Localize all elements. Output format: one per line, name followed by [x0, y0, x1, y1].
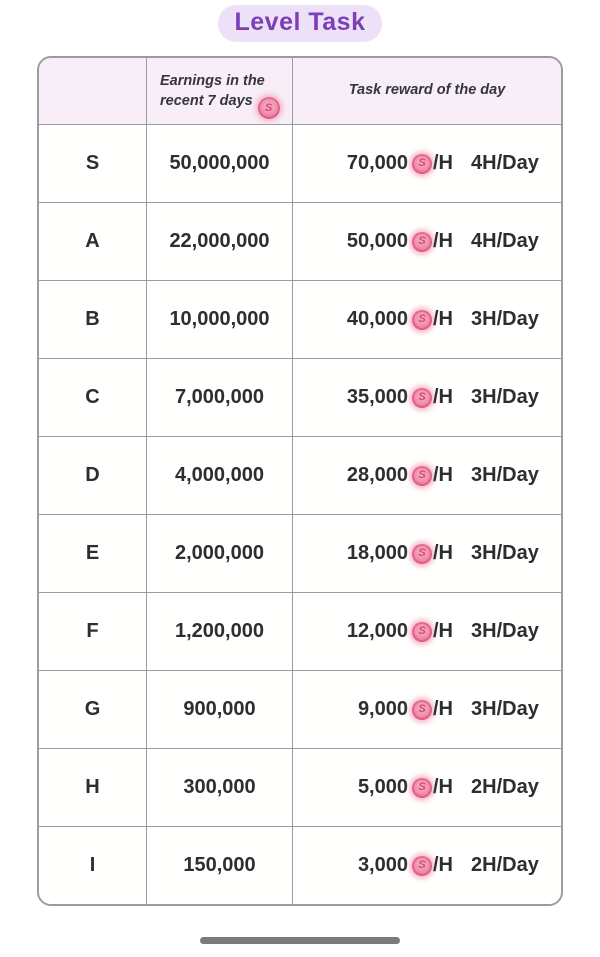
level-cell — [39, 593, 147, 670]
rate-value: 18,000 — [346, 542, 408, 564]
level-cell — [39, 125, 147, 202]
coin-icon — [412, 310, 432, 330]
rate-unit: /H — [433, 308, 453, 330]
earnings-value: 900,000 — [183, 698, 256, 720]
coin-letter: S — [418, 703, 426, 715]
hourly-rate — [299, 698, 453, 721]
earnings-value: 4,000,000 — [175, 464, 264, 486]
coin-icon — [412, 778, 432, 798]
coin-letter: S — [418, 859, 426, 871]
coin-icon — [412, 544, 432, 564]
daily-hours: 3H/Day — [471, 620, 539, 642]
hourly-rate — [299, 620, 453, 643]
coin-icon — [412, 466, 432, 486]
daily-hours: 4H/Day — [471, 152, 539, 174]
earnings-cell — [147, 203, 293, 280]
earnings-value: 300,000 — [183, 776, 256, 798]
rate-value: 28,000 — [346, 464, 408, 486]
daily-hours: 3H/Day — [471, 308, 539, 330]
coin-letter: S — [418, 469, 426, 481]
earnings-value: 7,000,000 — [175, 386, 264, 408]
earnings-cell — [147, 125, 293, 202]
earnings-value: 150,000 — [183, 854, 256, 876]
rate-value: 35,000 — [346, 386, 408, 408]
level-label: I — [89, 854, 96, 876]
rate-unit: /H — [433, 698, 453, 720]
daily-hours: 3H/Day — [471, 464, 539, 486]
level-label: E — [85, 542, 100, 564]
level-label: D — [85, 464, 100, 486]
header-earnings-cell — [147, 58, 293, 124]
coin-icon — [258, 97, 280, 119]
earnings-value: 22,000,000 — [169, 230, 270, 252]
level-label: S — [85, 152, 100, 174]
daily-hours: 3H/Day — [471, 386, 539, 408]
level-label: F — [86, 620, 99, 642]
reward-cell — [293, 515, 561, 592]
rate-unit: /H — [433, 854, 453, 876]
reward-cell — [293, 593, 561, 670]
earnings-cell — [147, 359, 293, 436]
table-body — [39, 124, 561, 904]
table-row — [39, 826, 561, 904]
earnings-cell — [147, 593, 293, 670]
level-cell — [39, 203, 147, 280]
rate-unit: /H — [433, 464, 453, 486]
home-indicator[interactable] — [200, 937, 400, 944]
reward-cell — [293, 125, 561, 202]
rate-unit: /H — [433, 542, 453, 564]
daily-hours: 4H/Day — [471, 230, 539, 252]
coin-icon — [412, 232, 432, 252]
rate-value: 9,000 — [357, 698, 408, 720]
hourly-rate — [299, 776, 453, 799]
coin-icon — [412, 622, 432, 642]
hourly-rate — [299, 854, 453, 877]
rate-value: 50,000 — [346, 230, 408, 252]
table-row — [39, 748, 561, 826]
reward-cell — [293, 749, 561, 826]
hourly-rate — [299, 542, 453, 565]
coin-letter: S — [418, 235, 426, 247]
earnings-cell — [147, 749, 293, 826]
earnings-value: 2,000,000 — [175, 542, 264, 564]
reward-cell — [293, 203, 561, 280]
level-cell — [39, 437, 147, 514]
earnings-cell — [147, 437, 293, 514]
rate-unit: /H — [433, 620, 453, 642]
earnings-cell — [147, 515, 293, 592]
header-reward-label: Task reward of the day — [348, 82, 506, 99]
page-title: Level Task — [218, 5, 381, 42]
coin-icon — [412, 856, 432, 876]
header-earnings-label: Earnings in the recent 7 days — [160, 73, 265, 109]
header-level-cell — [39, 58, 147, 124]
earnings-value: 10,000,000 — [169, 308, 270, 330]
coin-icon — [412, 154, 432, 174]
coin-letter: S — [265, 101, 273, 114]
hourly-rate — [299, 230, 453, 253]
level-label: G — [84, 698, 101, 720]
daily-hours: 2H/Day — [471, 854, 539, 876]
table-row — [39, 358, 561, 436]
level-cell — [39, 515, 147, 592]
table-row — [39, 124, 561, 202]
earnings-cell — [147, 827, 293, 904]
daily-hours: 3H/Day — [471, 698, 539, 720]
rate-value: 5,000 — [357, 776, 408, 798]
daily-hours: 3H/Day — [471, 542, 539, 564]
coin-letter: S — [418, 391, 426, 403]
earnings-cell — [147, 671, 293, 748]
rate-unit: /H — [433, 152, 453, 174]
hourly-rate — [299, 152, 453, 175]
level-label: C — [85, 386, 100, 408]
coin-letter: S — [418, 547, 426, 559]
earnings-value: 1,200,000 — [175, 620, 264, 642]
reward-cell — [293, 437, 561, 514]
table-row — [39, 670, 561, 748]
table-row — [39, 436, 561, 514]
rate-value: 70,000 — [346, 152, 408, 174]
rate-value: 40,000 — [346, 308, 408, 330]
earnings-value: 50,000,000 — [169, 152, 270, 174]
rate-value: 3,000 — [357, 854, 408, 876]
hourly-rate — [299, 464, 453, 487]
level-cell — [39, 827, 147, 904]
reward-cell — [293, 827, 561, 904]
level-label: H — [85, 776, 100, 798]
reward-cell — [293, 359, 561, 436]
level-task-table — [37, 56, 563, 906]
reward-cell — [293, 281, 561, 358]
level-cell — [39, 359, 147, 436]
rate-value: 12,000 — [346, 620, 408, 642]
level-cell — [39, 749, 147, 826]
earnings-cell — [147, 281, 293, 358]
coin-icon — [412, 700, 432, 720]
level-cell — [39, 281, 147, 358]
hourly-rate — [299, 386, 453, 409]
rate-unit: /H — [433, 230, 453, 252]
table-row — [39, 280, 561, 358]
table-row — [39, 592, 561, 670]
daily-hours: 2H/Day — [471, 776, 539, 798]
header-reward-cell — [293, 58, 561, 124]
level-label: B — [85, 308, 100, 330]
hourly-rate — [299, 308, 453, 331]
reward-cell — [293, 671, 561, 748]
page-title-row — [0, 0, 600, 49]
rate-unit: /H — [433, 386, 453, 408]
coin-icon — [412, 388, 432, 408]
table-row — [39, 202, 561, 280]
rate-unit: /H — [433, 776, 453, 798]
coin-letter: S — [418, 781, 426, 793]
table-header-row — [39, 58, 561, 124]
coin-letter: S — [418, 313, 426, 325]
table-row — [39, 514, 561, 592]
level-label: A — [85, 230, 100, 252]
level-cell — [39, 671, 147, 748]
coin-letter: S — [418, 157, 426, 169]
coin-letter: S — [418, 625, 426, 637]
